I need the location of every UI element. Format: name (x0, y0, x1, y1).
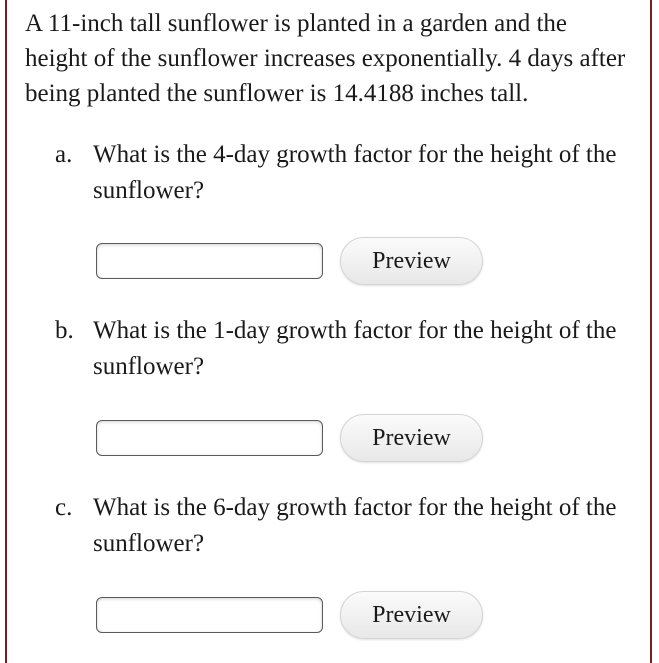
question-a-text: What is the 4-day growth factor for the height of the sunflower? (93, 141, 617, 204)
preview-button-c[interactable]: Preview (340, 591, 483, 639)
question-b-marker: b. (55, 317, 74, 344)
question-a-marker: a. (55, 141, 73, 168)
question-c (55, 490, 630, 562)
question-c-text: What is the 6-day growth factor for the height of the sunflower? (93, 494, 617, 557)
question-b (55, 313, 630, 385)
question-a (55, 137, 630, 209)
preview-button-b[interactable]: Preview (340, 414, 483, 462)
question-b-text: What is the 1-day growth factor for the height of the sunflower? (93, 317, 617, 380)
answer-input-c[interactable] (96, 597, 323, 633)
problem-statement: A 11-inch tall sunflower is planted in a garden and the height of the sunflower increases exponentially. 4 days after being planted the sunflower is 14.4188 inches tall. (25, 10, 626, 107)
answer-input-b[interactable] (96, 420, 323, 456)
answer-input-a[interactable] (96, 243, 323, 279)
question-c-marker: c. (55, 494, 73, 521)
preview-button-a[interactable]: Preview (340, 237, 483, 285)
